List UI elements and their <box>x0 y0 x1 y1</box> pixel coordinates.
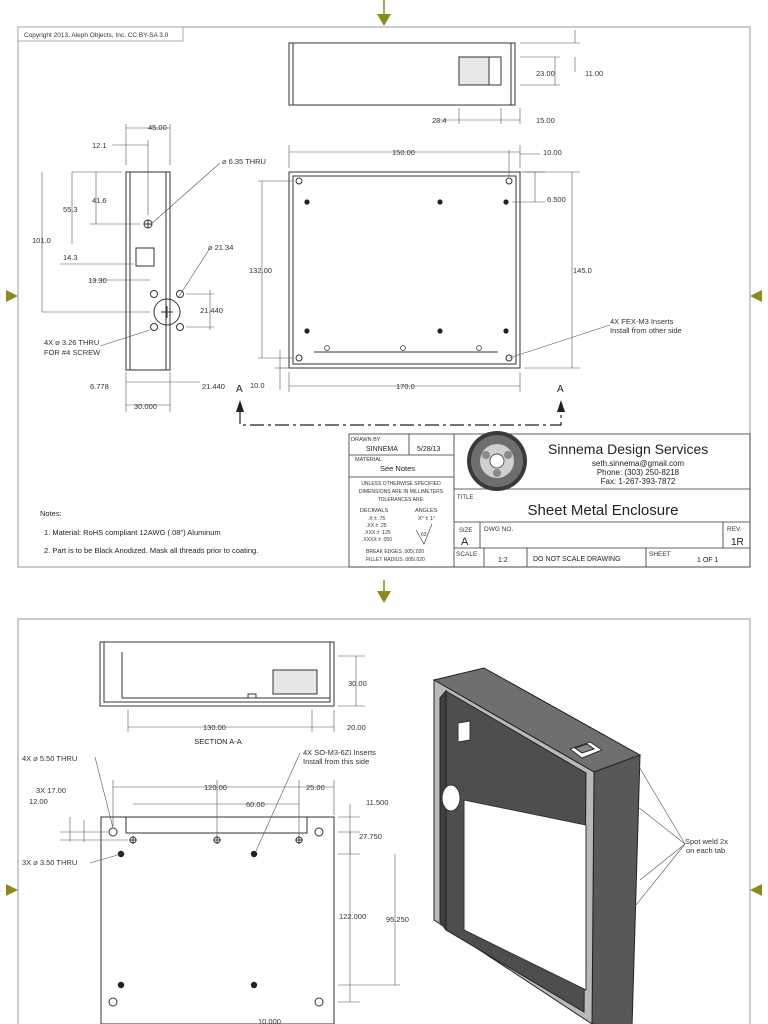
scale-value: 1:2 <box>498 557 508 564</box>
decimal-3: .XXX ± .125 <box>364 530 391 536</box>
company-fax: Fax: 1-267-393-7872 <box>600 477 676 486</box>
left-center-marker <box>6 290 18 302</box>
dim-130: 130.00 <box>203 723 226 732</box>
dim-20: 20.00 <box>347 723 366 732</box>
drawn-by-label: DRAWN BY <box>351 437 381 443</box>
dim-3x-17: 3X 17.00 <box>36 786 67 795</box>
dim-11-500: 11.500 <box>366 798 389 807</box>
dim-145: 145.0 <box>573 266 592 275</box>
section-label-left: A <box>236 384 243 395</box>
dim-hole-6-35: ⌀ 6.35 THRU <box>222 157 266 166</box>
drawn-date: 5/28/13 <box>417 446 441 453</box>
dim-15: 15.00 <box>536 116 555 125</box>
dim-13-30: 13.30 <box>88 276 107 285</box>
angle-tolerance: X° ± 1° <box>418 516 436 522</box>
dim-101: 101.0 <box>32 236 51 245</box>
sheet-label: SHEET <box>649 551 671 558</box>
fillet-radius: FILLET RADIUS .005/.020 <box>366 557 425 563</box>
dim-95-250: 95.250 <box>386 915 409 924</box>
dim-27-750: 27.750 <box>359 832 382 841</box>
note-holes-5-50: 4X ⌀ 5.50 THRU <box>22 754 78 763</box>
tolerance-line-2: DIMENSIONS ARE IN MILLIMETERS <box>358 489 444 495</box>
note-inserts-2: Install from other side <box>610 326 682 335</box>
dim-12: 12.00 <box>29 797 48 806</box>
dim-bottom: 10.000 <box>258 1017 281 1024</box>
company-phone: Phone: (303) 250-8218 <box>596 468 680 477</box>
top-center-marker <box>377 14 391 26</box>
dim-60: 60.00 <box>246 800 265 809</box>
drawing-title: Sheet Metal Enclosure <box>527 502 679 519</box>
dim-170: 170.0 <box>396 382 415 391</box>
material-label: MATERIAL <box>355 457 383 463</box>
note-holes-3-50: 3X ⌀ 3.50 THRU <box>22 858 78 867</box>
dim-hole-21-34: ⌀ 21.34 <box>208 243 234 252</box>
dim-23: 23.00 <box>536 69 555 78</box>
decimals-label: DECIMALS <box>360 508 389 514</box>
sheet-value: 1 OF 1 <box>697 557 719 564</box>
decimal-2: .XX ± .25 <box>366 523 387 529</box>
dim-45: 45.00 <box>148 123 167 132</box>
section-label-right: A <box>557 384 564 395</box>
note-screw: FOR #4 SCREW <box>44 348 101 357</box>
note-4x-holes: 4X ⌀ 3.26 THRU <box>44 338 100 347</box>
dim-25: 25.00 <box>306 783 325 792</box>
dim-132: 132.00 <box>249 266 272 275</box>
note-inserts-1: 4X FEX-M3 Inserts <box>610 317 674 326</box>
gear-logo <box>467 431 527 491</box>
surface-finish: 63 <box>421 532 427 538</box>
sheet-2-border <box>18 619 750 1024</box>
decimal-1: .X ± .75 <box>368 516 386 522</box>
note-inserts-1: 4X SO-M3-6ZI Inserts <box>303 748 376 757</box>
note-1: 1. Material: RoHS compliant 12AWG (.08") Aluminum <box>44 528 221 537</box>
dim-6-500: 6.500 <box>547 195 566 204</box>
angles-label: ANGLES <box>415 508 438 514</box>
size-value: A <box>461 536 469 548</box>
dim-10-top: 10.00 <box>543 148 562 157</box>
note-inserts-2: Install from this side <box>303 757 370 766</box>
rev-value: 1R <box>731 537 744 548</box>
decimal-4: .XXXX ± .050 <box>362 537 392 543</box>
note-each-tab: on each tab <box>686 846 726 855</box>
section-caption: SECTION A-A <box>194 737 242 746</box>
break-edges: BREAK EDGES .005/.020 <box>366 549 425 555</box>
size-label: SIZE <box>459 528 473 534</box>
note-2: 2. Part is to be Black Anodized. Mask all threads prior to coating. <box>44 546 259 555</box>
dim-41-6: 41.6 <box>92 196 107 205</box>
tolerance-line-1: UNLESS OTHERWISE SPECIFIED <box>361 481 441 487</box>
title-label: TITLE <box>457 495 474 501</box>
do-not-scale: DO NOT SCALE DRAWING <box>533 556 621 563</box>
dim-6-778: 6.778 <box>90 382 109 391</box>
dim-30: 30.00 <box>348 679 367 688</box>
tolerance-line-3: TOLERANCES ARE: <box>377 497 425 503</box>
copyright-text: Copyright 2013, Aleph Objects, Inc. CC BY-SA 3.0 <box>24 32 169 39</box>
dim-11: 11.00 <box>585 69 604 78</box>
dim-12-1: 12.1 <box>92 141 107 150</box>
note-spot-weld: Spot weld 2x <box>685 837 728 846</box>
notes-heading: Notes: <box>40 509 62 518</box>
right-center-marker-2 <box>750 884 762 896</box>
company-name: Sinnema Design Services <box>548 441 709 457</box>
dim-150: 150.00 <box>392 148 415 157</box>
dim-28-4: 28.4 <box>432 116 447 125</box>
left-center-marker-2 <box>6 884 18 896</box>
dim-55-3: 55.3 <box>63 205 78 214</box>
company-email: seth.sinnema@gmail.com <box>591 459 685 468</box>
dim-122: 122.000 <box>339 912 367 921</box>
dim-21-440-a: 21.440 <box>200 306 223 315</box>
drawing-sheet-2 <box>0 580 768 1024</box>
dim-10: 10.0 <box>250 381 265 390</box>
material-value: See Notes <box>380 464 416 473</box>
dim-21-440-b: 21.440 <box>202 382 225 391</box>
top-center-marker-2 <box>377 591 391 603</box>
dim-30: 30.000 <box>134 402 157 411</box>
scale-label: SCALE <box>456 551 478 558</box>
dim-14-3: 14.3 <box>63 253 78 262</box>
right-center-marker <box>750 290 762 302</box>
dim-120: 120.00 <box>204 783 227 792</box>
rev-label: REV. <box>727 526 742 533</box>
dwg-no-label: DWG NO. <box>484 526 514 533</box>
drawn-by: SINNEMA <box>366 446 398 453</box>
